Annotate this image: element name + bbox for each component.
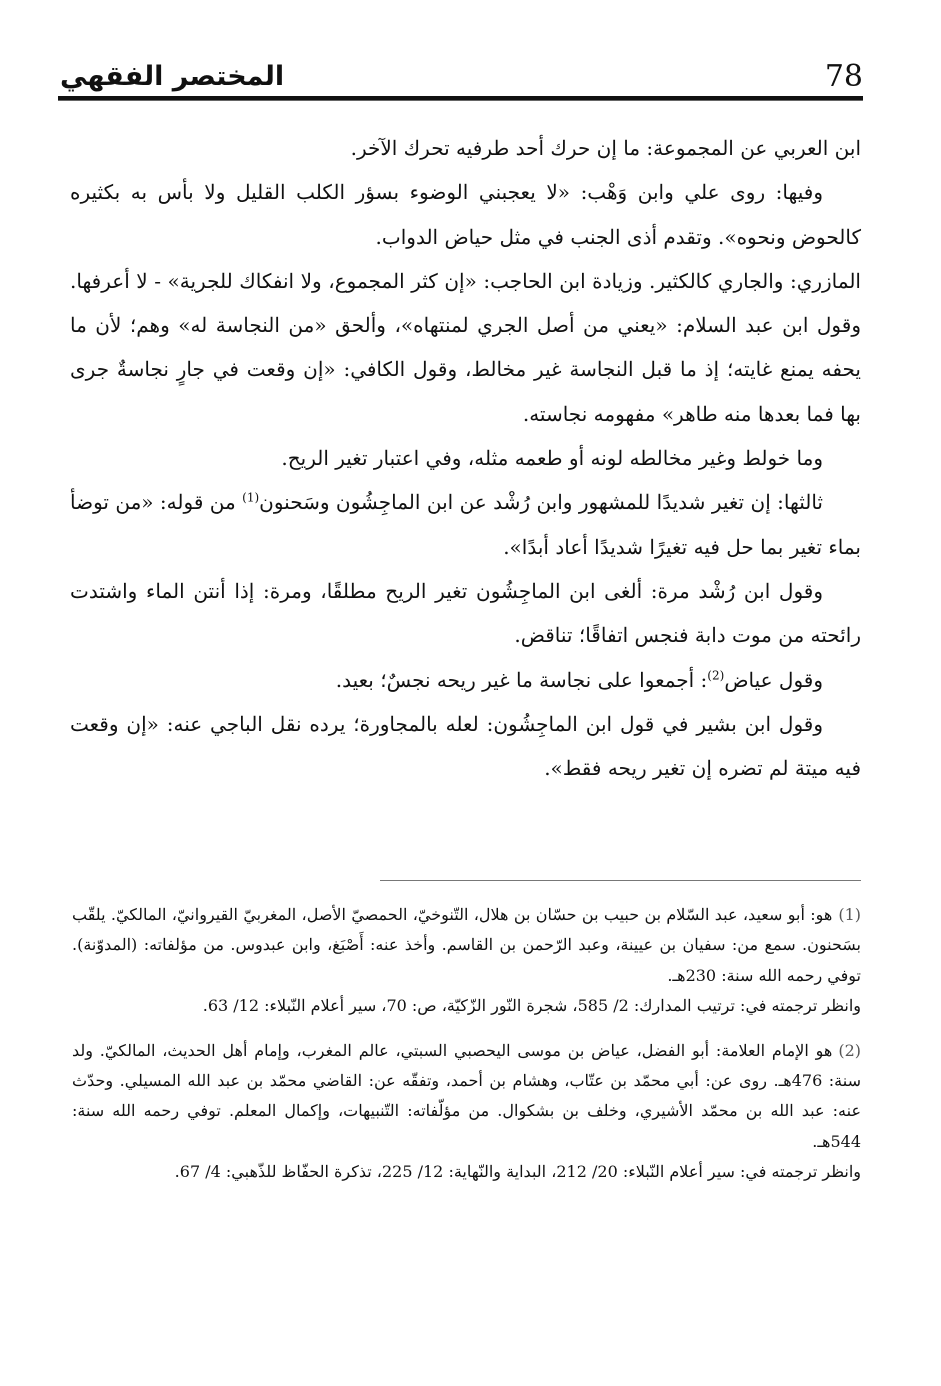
running-title: المختصر الفقهي [60,61,285,92]
page-number: 78 [824,59,863,94]
footnote-line [72,1036,861,1158]
footnote-text: هو: أبو سعيد، عبد السّلام بن حبيب بن حسّان بن هلال، التّنوخيّ، الحمصيّ الأصل، المغربيّ القيروانيّ، المالكيّ. يلقّب بسَحنون. سمع من: سفيان بن عيينة، وعبد الرّحمن بن القاسم. وأخذ عنه: أَصْبَغ، وابن عبدوس. من مؤلفاته: (المدوّنة). توفي رحمه الله سنة: 230هـ. [72,905,861,985]
paragraph-text: وقول عياض [724,667,823,692]
paragraph [70,480,861,569]
footnote-line: وانظر ترجمته في: سير أعلام النّبلاء: 20/ 212، البداية والنّهاية: 12/ 225، تذكرة الحفّاظ للذّهبي: 4/ 67. [174,1162,861,1182]
main-text [70,126,861,790]
paragraph: المازري: والجاري كالكثير. وزيادة ابن الحاجب: «إن كثر المجموع، ولا انفكاك للجرية» - لا أعرفها. وقول ابن عبد السلام: «يعني من أصل الجري لمنتهاه»، وألحق «من النجاسة له» وهم؛ لأن ما يحفه يمنع غايته؛ إذ ما قبل النجاسة غير مخالط، وقول الكافي: «إن وقعت في جارٍ نجاسةٌ جرى بها فما بعدها منه طاهر» مفهومه نجاسته. [70,268,861,426]
paragraph-text: من قوله: «من توضأ بماء تغير بما حل فيه تغيرًا شديدًا أعاد أبدًا». [70,490,861,559]
footnote-ref[interactable]: (2) [707,667,725,682]
paragraph-text: ثالثها: إن تغير شديدًا للمشهور وابن رُشْد عن ابن الماجِشُون وسَحنون [259,490,823,515]
paragraph: وما خولط وغير مخالطه لونه أو طعمه مثله، وفي اعتبار تغير الريح. [281,446,823,471]
footnote [72,900,861,1022]
paragraph [70,658,861,702]
footnotes [72,900,861,1202]
footnote-line: وانظر ترجمته في: ترتيب المدارك: 2/ 585، شجرة النّور الزّكيّة، ص: 70، سير أعلام النّبلاء: 12/ 63. [202,996,861,1016]
footnote-text: هو الإمام العلامة: أبو الفضل، عياض بن موسى اليحصبي السبتي، عالم المغرب، وإمام أهل الحديث، المالكيّ. ولد سنة: 476هـ. روى عن: أبي محمّد بن عتّاب، وهشام بن أحمد، وتفقّه عن: القاضي محمّد بن عبد الله المسيلي. وحدّث عنه: عبد الله بن محمّد الأشيري، وخلف بن بشكوال. من مؤلّفاته: التّنبيهات، وإكمال المعلم. توفي رحمه الله سنة: 544هـ. [72,1040,861,1151]
footnote-ref[interactable]: (1) [242,490,260,505]
paragraph: وقول ابن بشير في قول ابن الماجِشُون: لعله بالمجاورة؛ يرده نقل الباجي عنه: «إن وقعت فيه ميتة لم تضره إن تغير ريحه فقط». [70,711,861,781]
page-header [60,48,863,96]
paragraph-text: : أجمعوا على نجاسة ما غير ريحه نجسٌ؛ بعيد. [335,667,708,692]
footnote-marker: (2) [838,1040,861,1060]
footnote-separator [380,880,861,881]
header-rule [58,96,863,101]
footnote-marker: (1) [838,905,862,924]
paragraph: وقول ابن رُشْد مرة: ألغى ابن الماجِشُون تغير الريح مطلقًا، ومرة: إذا أنتن الماء واشتدت رائحته من موت دابة فنجس اتفاقًا؛ تناقض. [70,578,861,648]
paragraph: وفيها: روى علي وابن وَهْب: «لا يعجبني الوضوء بسؤر الكلب القليل ولا بأس به بكثيره كالحوض ونحوه». وتقدم أذى الجنب في مثل حياض الدواب. [70,180,861,249]
footnote [72,1036,861,1188]
paragraph: ابن العربي عن المجموعة: ما إن حرك أحد طرفيه تحرك الآخر. [350,136,861,160]
footnote-line [72,900,861,991]
